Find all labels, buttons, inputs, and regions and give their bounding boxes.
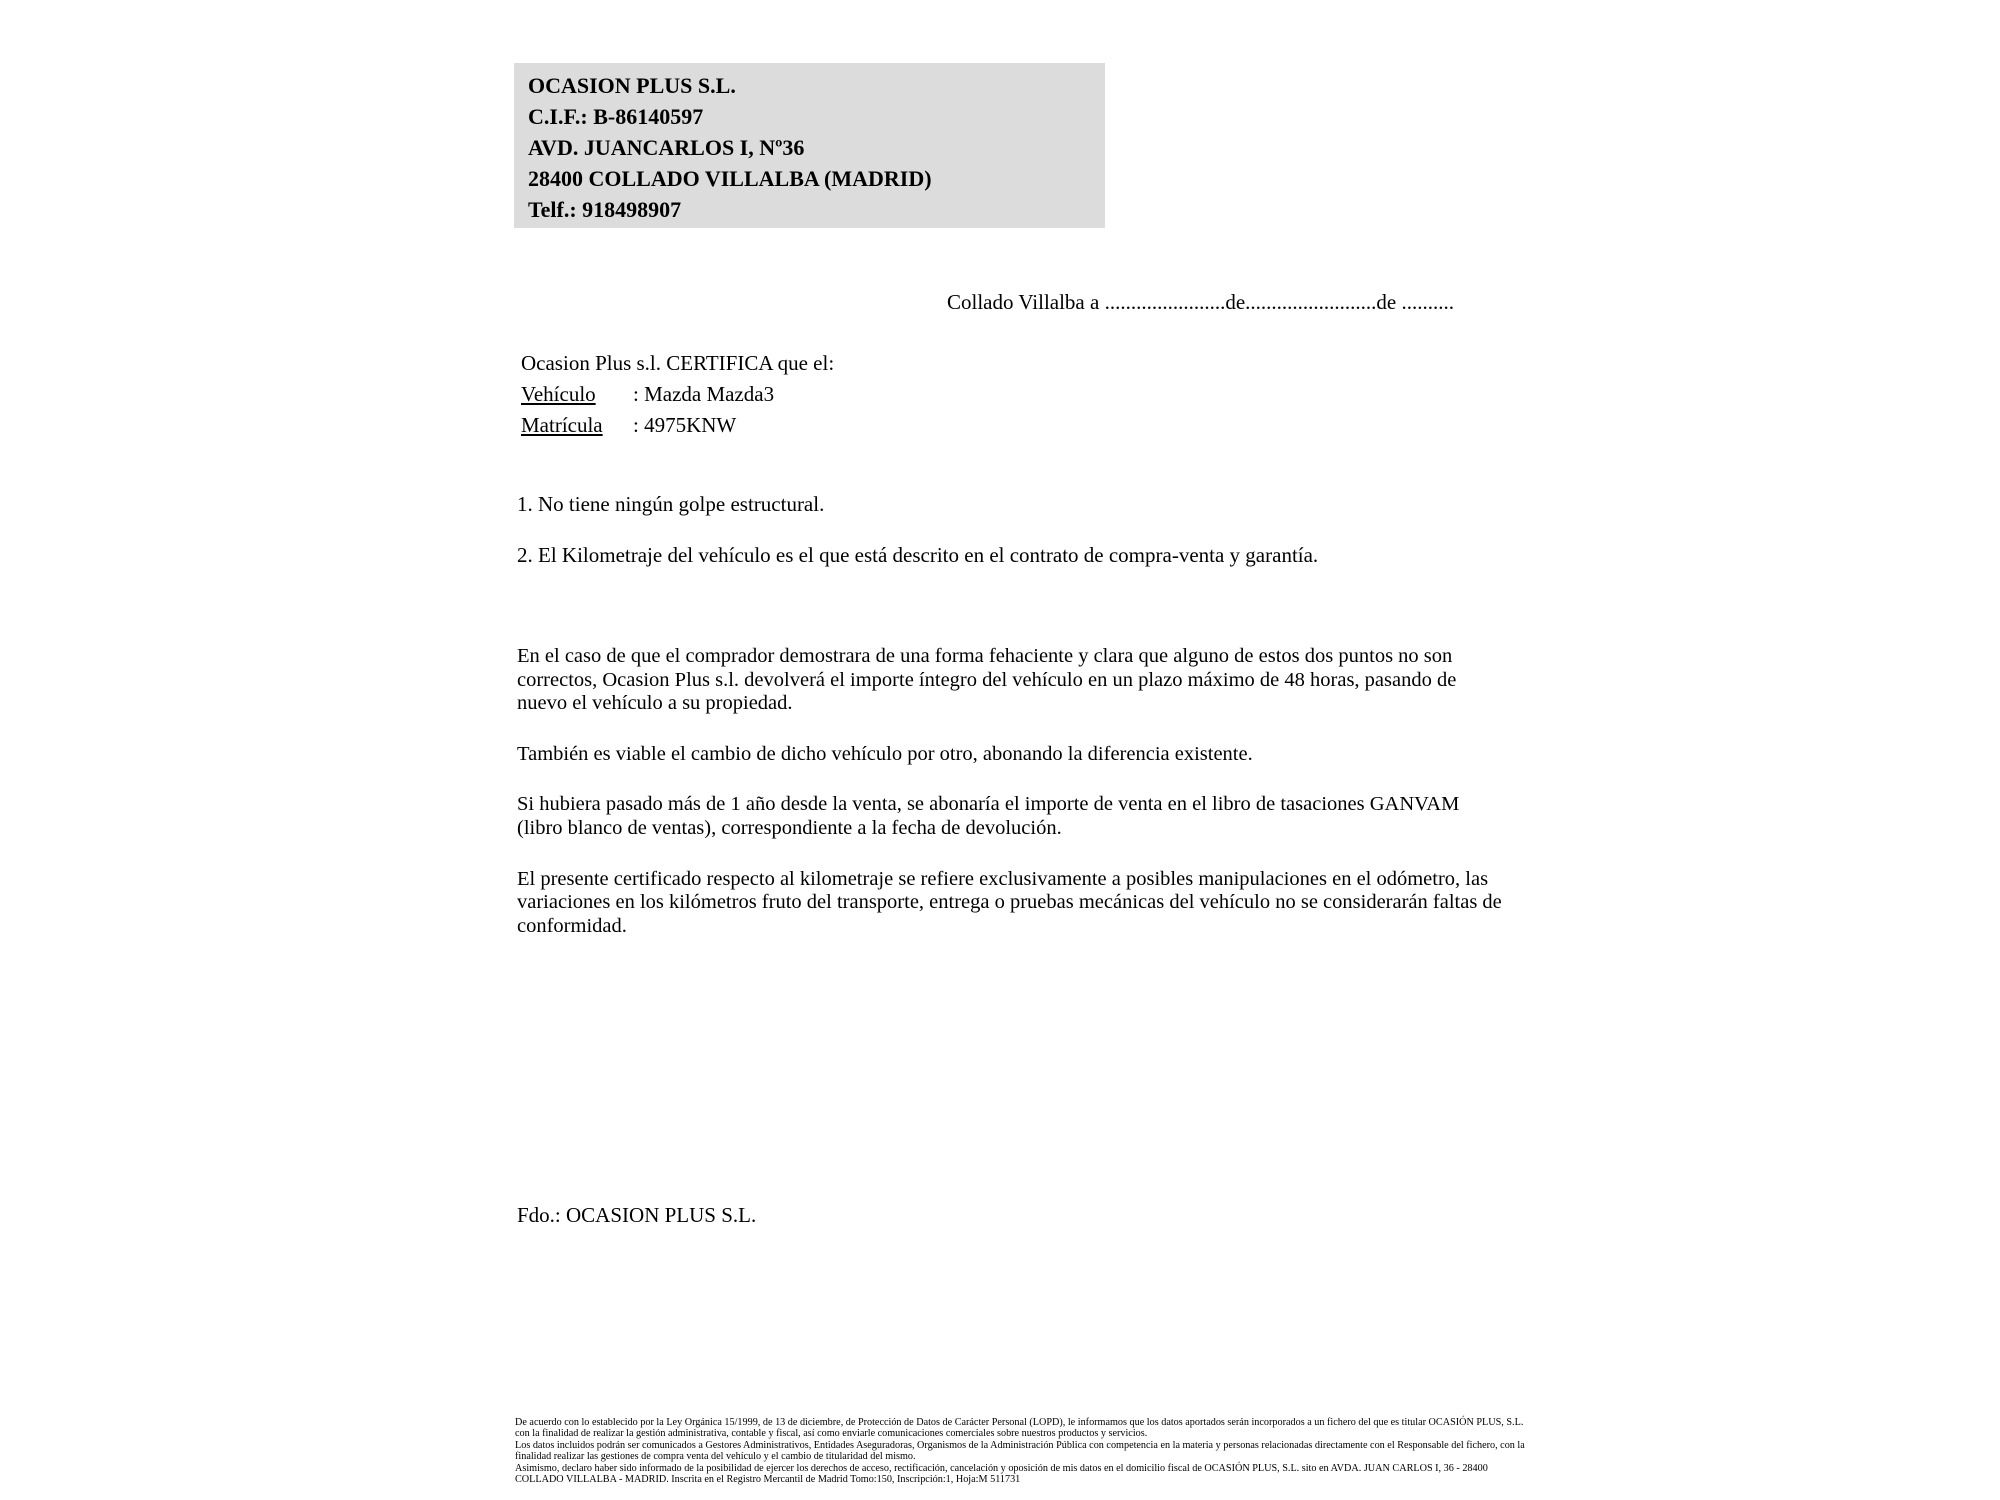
numbered-item-1: 1. No tiene ningún golpe estructural. [517, 492, 825, 516]
company-phone: Telf.: 918498907 [528, 197, 682, 222]
signature-line: Fdo.: OCASION PLUS S.L. [517, 1203, 757, 1227]
certification-block [521, 348, 834, 441]
certification-intro: Ocasion Plus s.l. CERTIFICA que el: [521, 351, 835, 375]
paragraph-ganvam: Si hubiera pasado más de 1 año desde la venta, se abonaría el importe de venta en el libro de tasaciones GANVAM (libro blanco de ventas), correspondiente a la fecha de devolución. [517, 793, 1460, 839]
numbered-items [517, 492, 1507, 567]
numbered-item-2: 2. El Kilometraje del vehículo es el que está descrito en el contrato de compra-venta y garantía. [517, 543, 1319, 567]
plate-label: Matrícula [521, 413, 603, 437]
paragraph-odometer: El presente certificado respecto al kilometraje se refiere exclusivamente a posibles manipulaciones en el odómetro, las variaciones en los kilómetros fruto del transporte, entrega o pruebas mecánicas del vehículo no se considerarán faltas de conformidad. [517, 867, 1502, 937]
vehicle-row [521, 379, 834, 410]
company-address-street: AVD. JUANCARLOS I, Nº36 [528, 135, 805, 160]
legal-fine-print [515, 1417, 1525, 1485]
company-address-city: 28400 COLLADO VILLALBA (MADRID) [528, 166, 932, 191]
legal-paragraph-lopd: De acuerdo con lo establecido por la Ley Orgánica 15/1999, de 13 de diciembre, de Protección de Datos de Carácter Personal (LOPD), le informamos que los datos aportados serán incorporados a un fichero del que es titular OCASIÓN PLUS, S.L. con la finalidad de realizar la gestión administrativa, contable y fiscal, así como enviarle comunicaciones comerciales sobre nuestros productos y servicios. [515, 1417, 1524, 1440]
company-letterhead [514, 63, 1105, 228]
legal-paragraph-rights: Asimismo, declaro haber sido informado de la posibilidad de ejercer los derechos de acceso, rectificación, cancelación y oposición de mis datos en el domicilio fiscal de OCASIÓN PLUS, S.L. sito en AVDA. JUAN CARLOS I, 36 - 28400 COLLADO VILLALBA - MADRID. Inscrita en el Registro Mercantil de Madrid Tomo:150, Inscripción:1, Hoja:M 511731 [515, 1462, 1488, 1486]
paragraph-exchange: También es viable el cambio de dicho vehículo por otro, abonando la diferencia existente. [517, 742, 1253, 765]
company-cif: C.I.F.: B-86140597 [528, 104, 704, 129]
paragraph-refund: En el caso de que el comprador demostrara de una forma fehaciente y clara que alguno de estos dos puntos no son correctos, Ocasion Plus s.l. devolverá el importe íntegro del vehículo en un plazo máximo de 48 horas, pasando de nuevo el vehículo a su propiedad. [517, 645, 1457, 715]
body-paragraphs [517, 645, 1502, 938]
vehicle-value: : Mazda Mazda3 [633, 382, 775, 406]
legal-paragraph-data-sharing: Los datos incluidos podrán ser comunicados a Gestores Administrativos, Entidades Aseguradoras, Organismos de la Administración Pública con competencia en la materia y personas relacionadas directamente con el Responsable del fichero, con la finalidad realizar las gestiones de compra venta del vehículo y el cambio de titularidad del mismo. [515, 1439, 1525, 1463]
plate-value: : 4975KNW [633, 413, 737, 437]
company-name: OCASION PLUS S.L. [528, 73, 736, 98]
plate-row [521, 410, 834, 441]
vehicle-label: Vehículo [521, 382, 596, 406]
date-line: Collado Villalba a .......................de.........................de .......... [947, 290, 1454, 314]
